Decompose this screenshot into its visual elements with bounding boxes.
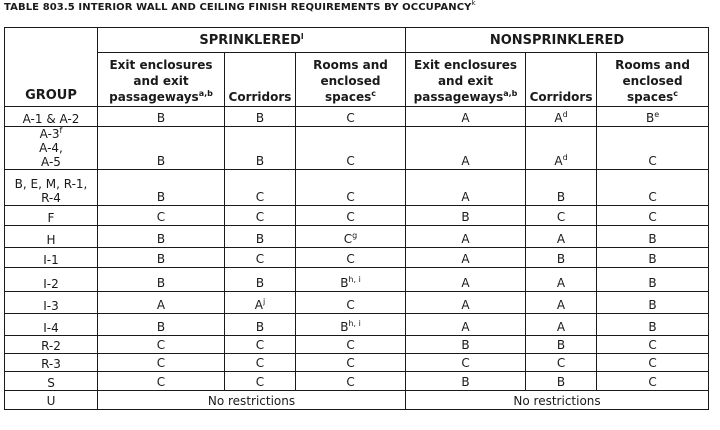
rating-cell: C	[597, 354, 709, 372]
table-row	[5, 206, 709, 226]
nonsprinklered-header: NONSPRINKLERED	[406, 28, 709, 53]
rating-cell: C	[296, 170, 406, 206]
rating-cell: A	[526, 314, 597, 336]
table-row	[5, 248, 709, 268]
rating-cell: C	[225, 354, 296, 372]
table-row	[5, 268, 709, 292]
group-cell: U	[5, 391, 98, 410]
rating-cell: C	[98, 354, 225, 372]
rating-cell: C	[597, 372, 709, 391]
rating-cell: A	[406, 248, 526, 268]
table-row	[5, 354, 709, 372]
group-header: GROUP	[5, 28, 98, 107]
rating-cell: B	[225, 127, 296, 170]
rating-cell: C	[296, 354, 406, 372]
rating-cell: $C^g$	[296, 226, 406, 248]
group-cell: I-2	[5, 268, 98, 292]
rating-cell: B	[98, 127, 225, 170]
col-exit-enclosures: Exit enclosures and exit passageways$^{a,b}$	[98, 53, 225, 107]
rating-cell: $A^d$	[526, 127, 597, 170]
table-body	[5, 107, 709, 410]
rating-cell: C	[296, 127, 406, 170]
rating-cell: B	[406, 336, 526, 354]
table-row	[5, 170, 709, 206]
table-row-u	[5, 391, 709, 410]
col-corridors-ns: Corridors	[526, 53, 597, 107]
group-cell: I-3	[5, 292, 98, 314]
table-row	[5, 336, 709, 354]
table-row	[5, 314, 709, 336]
rating-cell: B	[597, 314, 709, 336]
rating-cell: C	[225, 336, 296, 354]
rating-cell: B	[406, 372, 526, 391]
rating-cell: $A^d$	[526, 107, 597, 127]
rating-cell: A	[406, 127, 526, 170]
group-cell: F	[5, 206, 98, 226]
table-row	[5, 372, 709, 391]
rating-cell: $B^e$	[597, 107, 709, 127]
rating-cell: B$^{h, i}$	[296, 268, 406, 292]
rating-cell: B	[98, 314, 225, 336]
group-cell: I-4	[5, 314, 98, 336]
rating-cell: C	[296, 292, 406, 314]
rating-cell: C	[225, 372, 296, 391]
rating-cell: C	[225, 206, 296, 226]
rating-cell: C	[526, 206, 597, 226]
rating-cell: B	[225, 314, 296, 336]
rating-cell: B	[225, 268, 296, 292]
rating-cell: B	[597, 226, 709, 248]
rating-cell: C	[597, 206, 709, 226]
rating-cell: B	[526, 372, 597, 391]
rating-cell: C	[597, 336, 709, 354]
col-rooms: Rooms and enclosed spaces$^c$	[296, 53, 406, 107]
group-cell: S	[5, 372, 98, 391]
group-cell: R-2	[5, 336, 98, 354]
rating-cell: A	[406, 268, 526, 292]
rating-cell: B	[225, 226, 296, 248]
rating-cell: C	[98, 336, 225, 354]
rating-cell: A	[526, 268, 597, 292]
group-cell: B, E, M, R-1, R-4	[5, 170, 98, 206]
rating-cell: C	[597, 127, 709, 170]
group-cell: A-1 & A-2	[5, 107, 98, 127]
rating-cell: C	[296, 107, 406, 127]
table-row	[5, 127, 709, 170]
nonsprinklered-no-restrictions: No restrictions	[406, 391, 709, 410]
col-corridors: Corridors	[225, 53, 296, 107]
table-row	[5, 107, 709, 127]
rating-cell: B	[98, 268, 225, 292]
rating-cell: B	[526, 336, 597, 354]
sprinklered-no-restrictions: No restrictions	[98, 391, 406, 410]
rating-cell: C	[98, 206, 225, 226]
rating-cell: B	[406, 206, 526, 226]
rating-cell: A	[406, 292, 526, 314]
finish-requirements-table	[4, 27, 709, 410]
table-title: TABLE 803.5 INTERIOR WALL AND CEILING FINISH REQUIREMENTS BY OCCUPANCY$^k$	[4, 0, 476, 13]
rating-cell: B	[98, 170, 225, 206]
rating-cell: B	[98, 107, 225, 127]
table-row	[5, 292, 709, 314]
rating-cell: $A^j$	[225, 292, 296, 314]
sprinklered-header: SPRINKLERED$^l$	[98, 28, 406, 53]
table-row	[5, 226, 709, 248]
rating-cell: B	[98, 248, 225, 268]
rating-cell: C	[296, 372, 406, 391]
rating-cell: B$^{h, i}$	[296, 314, 406, 336]
rating-cell: C	[526, 354, 597, 372]
group-cell: H	[5, 226, 98, 248]
rating-cell: A	[526, 226, 597, 248]
rating-cell: B	[225, 107, 296, 127]
rating-cell: C	[296, 336, 406, 354]
rating-cell: C	[225, 248, 296, 268]
col-rooms-ns: Rooms and enclosed spaces$^c$	[597, 53, 709, 107]
rating-cell: C	[296, 248, 406, 268]
rating-cell: B	[526, 170, 597, 206]
rating-cell: A	[406, 314, 526, 336]
group-cell: I-1	[5, 248, 98, 268]
rating-cell: B	[526, 248, 597, 268]
rating-cell: C	[225, 170, 296, 206]
rating-cell: B	[597, 248, 709, 268]
rating-cell: A	[406, 107, 526, 127]
rating-cell: B	[597, 292, 709, 314]
rating-cell: A	[406, 226, 526, 248]
col-exit-enclosures-ns: Exit enclosures and exit passageways$^{a,b}$	[406, 53, 526, 107]
rating-cell: A	[406, 170, 526, 206]
group-cell: R-3	[5, 354, 98, 372]
rating-cell: B	[597, 268, 709, 292]
rating-cell: C	[98, 372, 225, 391]
rating-cell: B	[98, 226, 225, 248]
rating-cell: C	[597, 170, 709, 206]
group-cell: A-3$^f$ A-4, A-5	[5, 127, 98, 170]
rating-cell: C	[406, 354, 526, 372]
rating-cell: C	[296, 206, 406, 226]
rating-cell: A	[526, 292, 597, 314]
rating-cell: A	[98, 292, 225, 314]
